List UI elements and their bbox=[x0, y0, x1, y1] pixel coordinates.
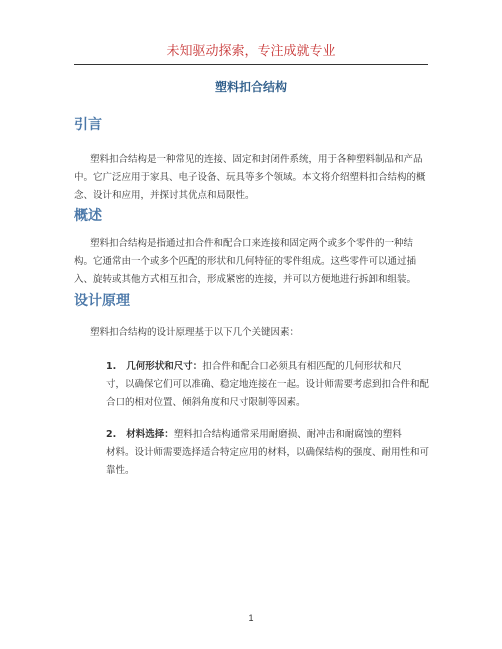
section-heading-design: 设计原理 bbox=[74, 293, 130, 309]
list-item-term: 材料选择： bbox=[126, 429, 174, 440]
list-item-term: 几何形状和尺寸： bbox=[126, 361, 203, 372]
list-item-number: 2. bbox=[106, 429, 117, 440]
list-item bbox=[74, 426, 430, 480]
list-item-text: 扣合件和配合口必须具有相匹配的几何形状和尺 bbox=[202, 361, 402, 372]
header-divider bbox=[74, 64, 428, 65]
list-item bbox=[74, 358, 430, 412]
list-item-continuation: 材料。设计师需要选择适合特定应用的材料，以确保结构的强度、耐用性和可靠性。 bbox=[106, 447, 430, 476]
list-item-text: 塑料扣合结构通常采用耐磨损、耐冲击和耐腐蚀的塑料 bbox=[173, 429, 402, 440]
page-number: 1 bbox=[248, 613, 254, 623]
section-paragraph-design: 塑料扣合结构的设计原理基于以下几个关键因素： bbox=[90, 327, 300, 338]
list-item-continuation: 寸，以确保它们可以准确、稳定地连接在一起。设计师需要考虑到扣合件和配合口的相对位置、倾斜角度和尺寸限制等因素。 bbox=[106, 379, 430, 408]
section-heading-overview: 概述 bbox=[74, 208, 102, 224]
section-heading-intro: 引言 bbox=[74, 117, 102, 133]
section-paragraph-intro: 塑料扣合结构是一种常见的连接、固定和封闭件系统，用于各种塑料制品和产品中。它广泛应用于家具、电子设备、玩具等多个领域。本文将介绍塑料扣合结构的概念、设计和应用，并探讨其优点和局限性。 bbox=[74, 154, 426, 201]
section-paragraph-overview: 塑料扣合结构是指通过扣合件和配合口来连接和固定两个或多个零件的一种结构。它通常由一个或多个匹配的形状和几何特征的零件组成。这些零件可以通过插入、旋转或其他方式相互扣合，形成紧密的连接，并可以方便地进行拆卸和组装。 bbox=[74, 238, 417, 285]
list-item-number: 1. bbox=[106, 361, 117, 372]
page-header: 未知驱动探索，专注成就专业 bbox=[166, 44, 336, 59]
document-title: 塑料扣合结构 bbox=[214, 80, 287, 94]
